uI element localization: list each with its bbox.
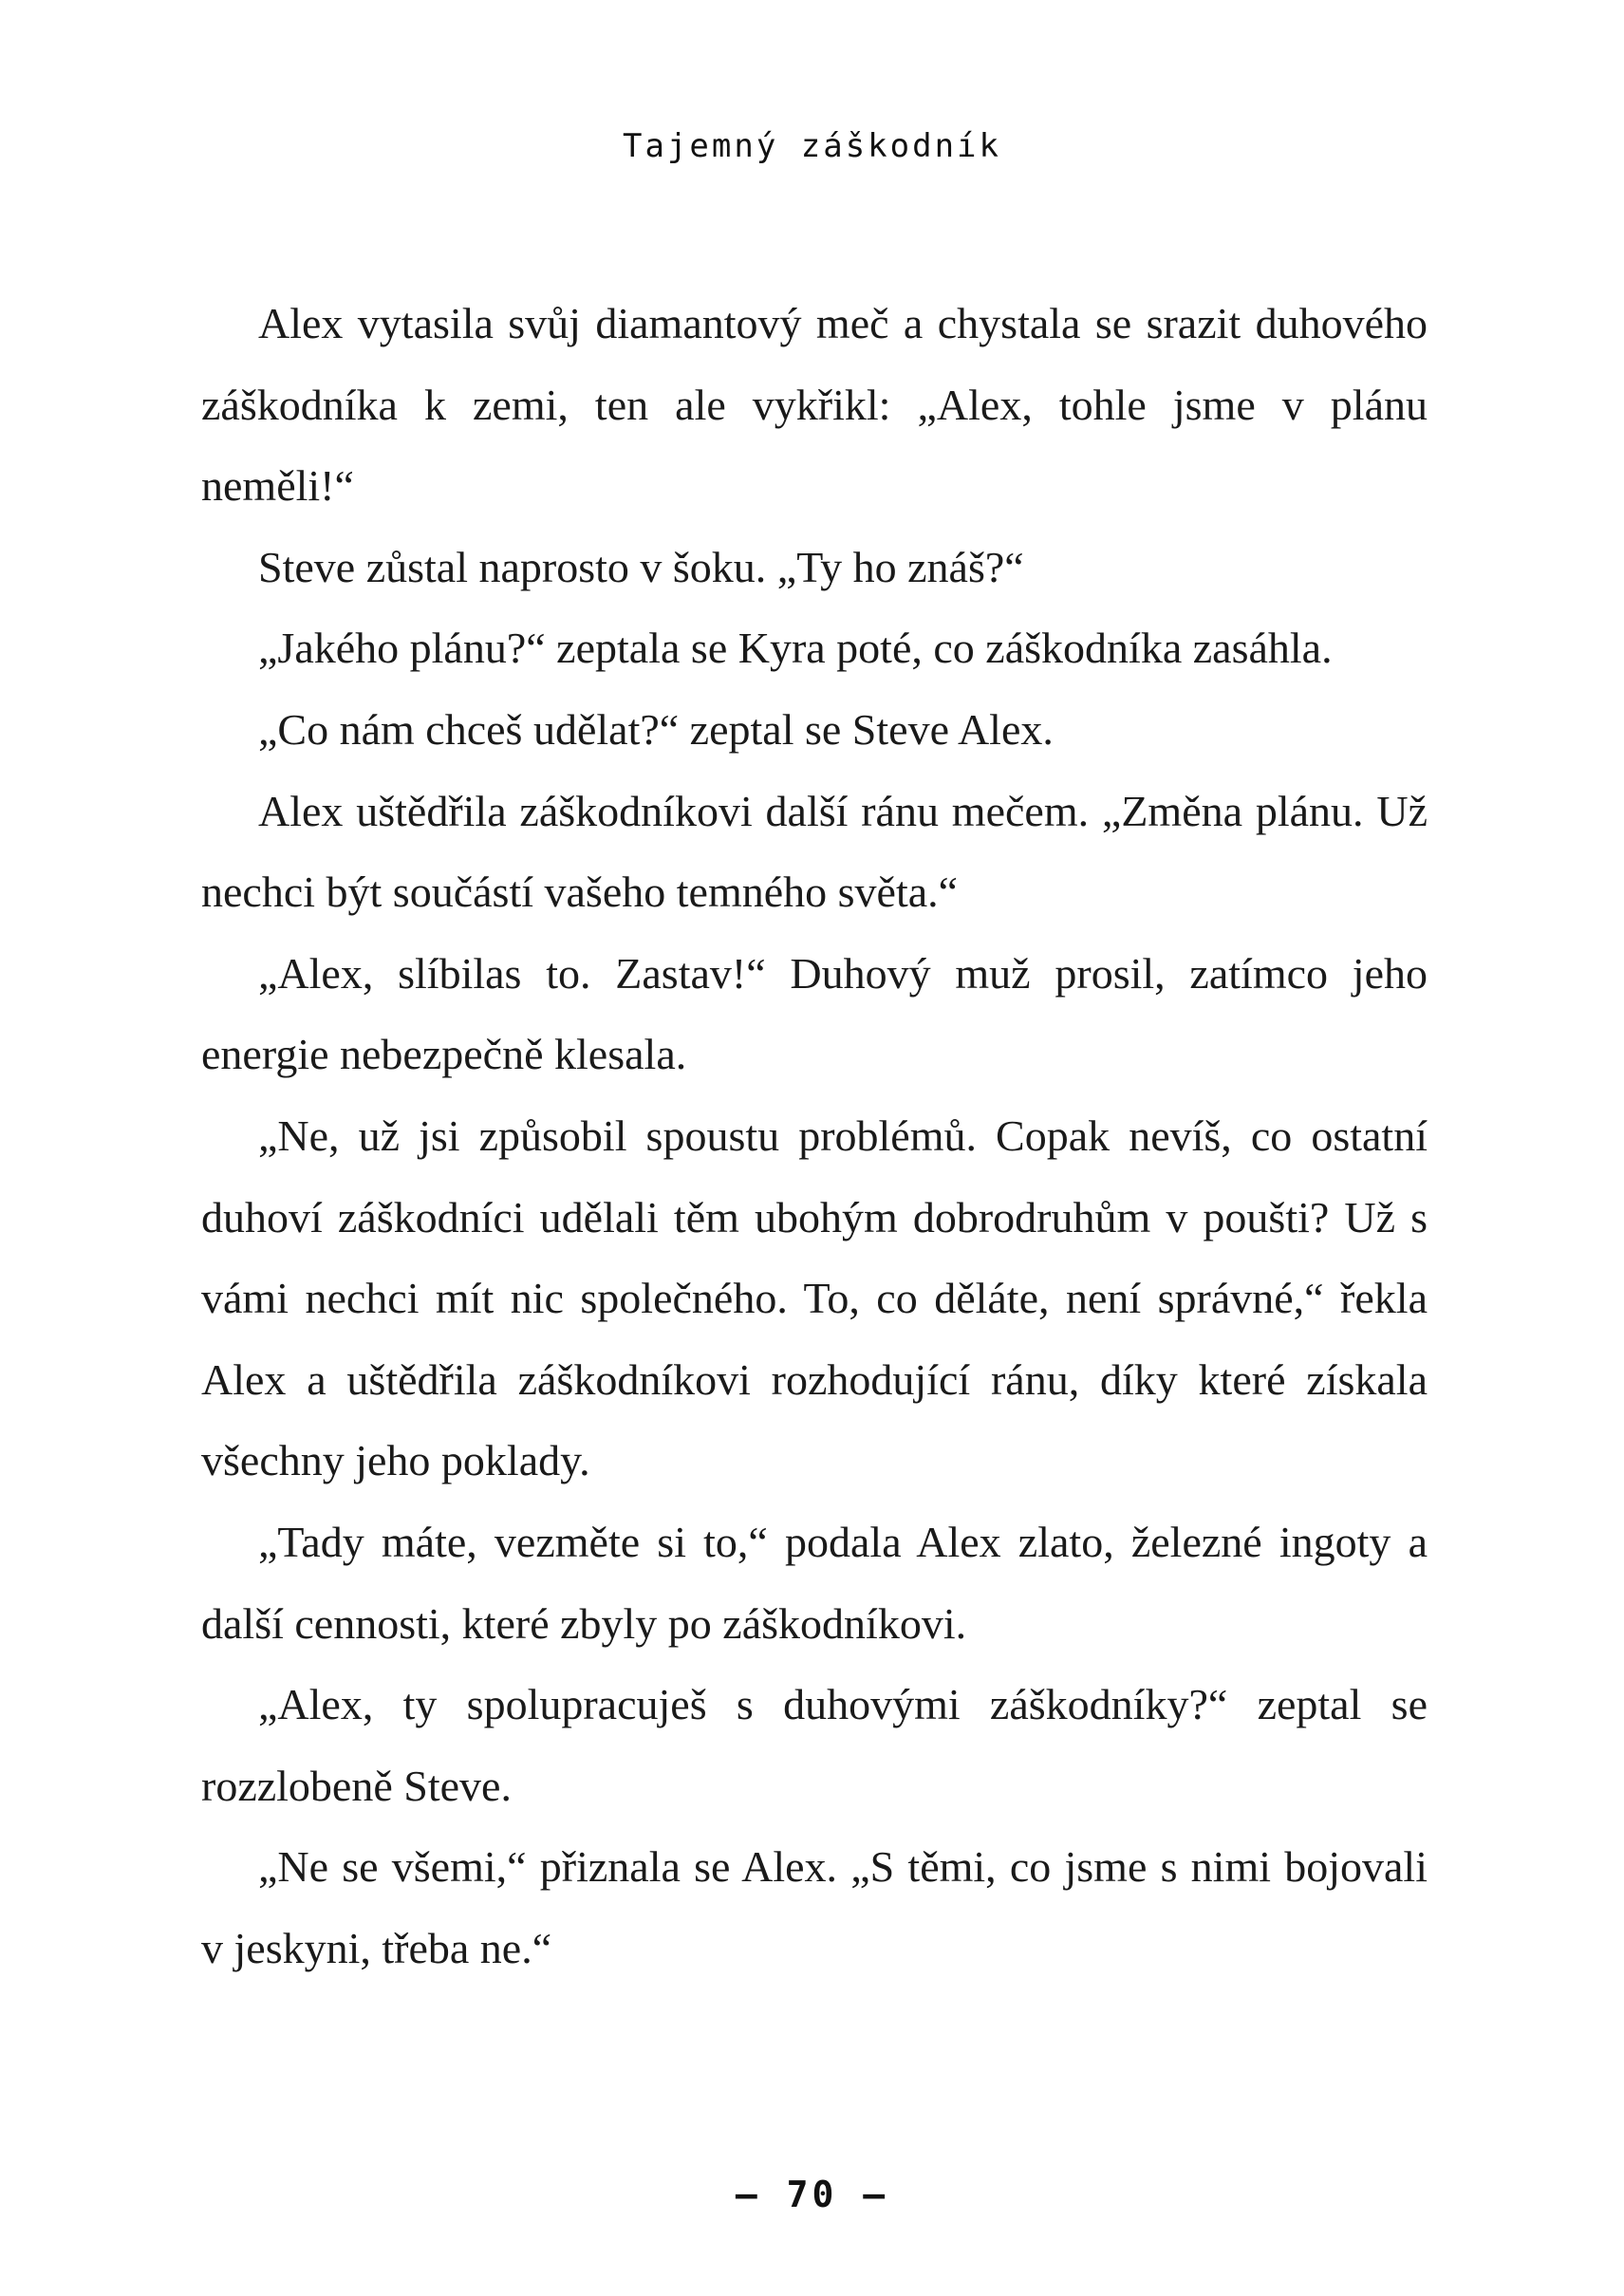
page-number: – 70 – xyxy=(735,2174,889,2215)
paragraph: „Alex, ty spolupracuješ s duhovými záškodníky?“ zeptal se rozzlobeně Steve. xyxy=(201,1680,1428,1810)
paragraph: „Ne, už jsi způsobil spoustu problémů. Copak nevíš, co ostatní duhoví záškodníci udělali těm ubohým dobrodruhům v poušti? Už s vámi nechci mít nic společného. To, co děláte, není správné,“ řekla Alex a uštědřila záškodníkovi rozhodující ránu, díky které získala všechny jeho poklady. xyxy=(201,1111,1428,1485)
paragraph: „Tady máte, vezměte si to,“ podala Alex zlato, železné ingoty a další cennosti, které zbyly po záškodníkovi. xyxy=(201,1517,1428,1648)
paragraph: „Co nám chceš udělat?“ zeptal se Steve Alex. xyxy=(258,704,1054,754)
paragraph: „Alex, slíbilas to. Zastav!“ Duhový muž prosil, zatímco jeho energie nebezpečně klesala. xyxy=(201,948,1428,1079)
paragraph: Alex vytasila svůj diamantový meč a chystala se srazit duhového záškodníka k zemi, ten ale vykřikl: „Alex, tohle jsme v plánu neměli!“ xyxy=(201,299,1428,511)
paragraph: „Jakého plánu?“ zeptala se Kyra poté, co záškodníka zasáhla. xyxy=(258,624,1333,673)
paragraph: „Ne se všemi,“ přiznala se Alex. „S těmi, co jsme s nimi bojovali v jeskyni, třeba ne.“ xyxy=(201,1842,1428,1972)
paragraph: Steve zůstal naprosto v šoku. „Ty ho znáš?“ xyxy=(258,542,1024,591)
body-text xyxy=(201,283,1428,1988)
paragraph: Alex uštědřila záškodníkovi další ránu mečem. „Změna plánu. Už nechci být součástí vašeho temného světa.“ xyxy=(201,786,1428,917)
running-head: Tajemný záškodník xyxy=(623,127,1001,165)
